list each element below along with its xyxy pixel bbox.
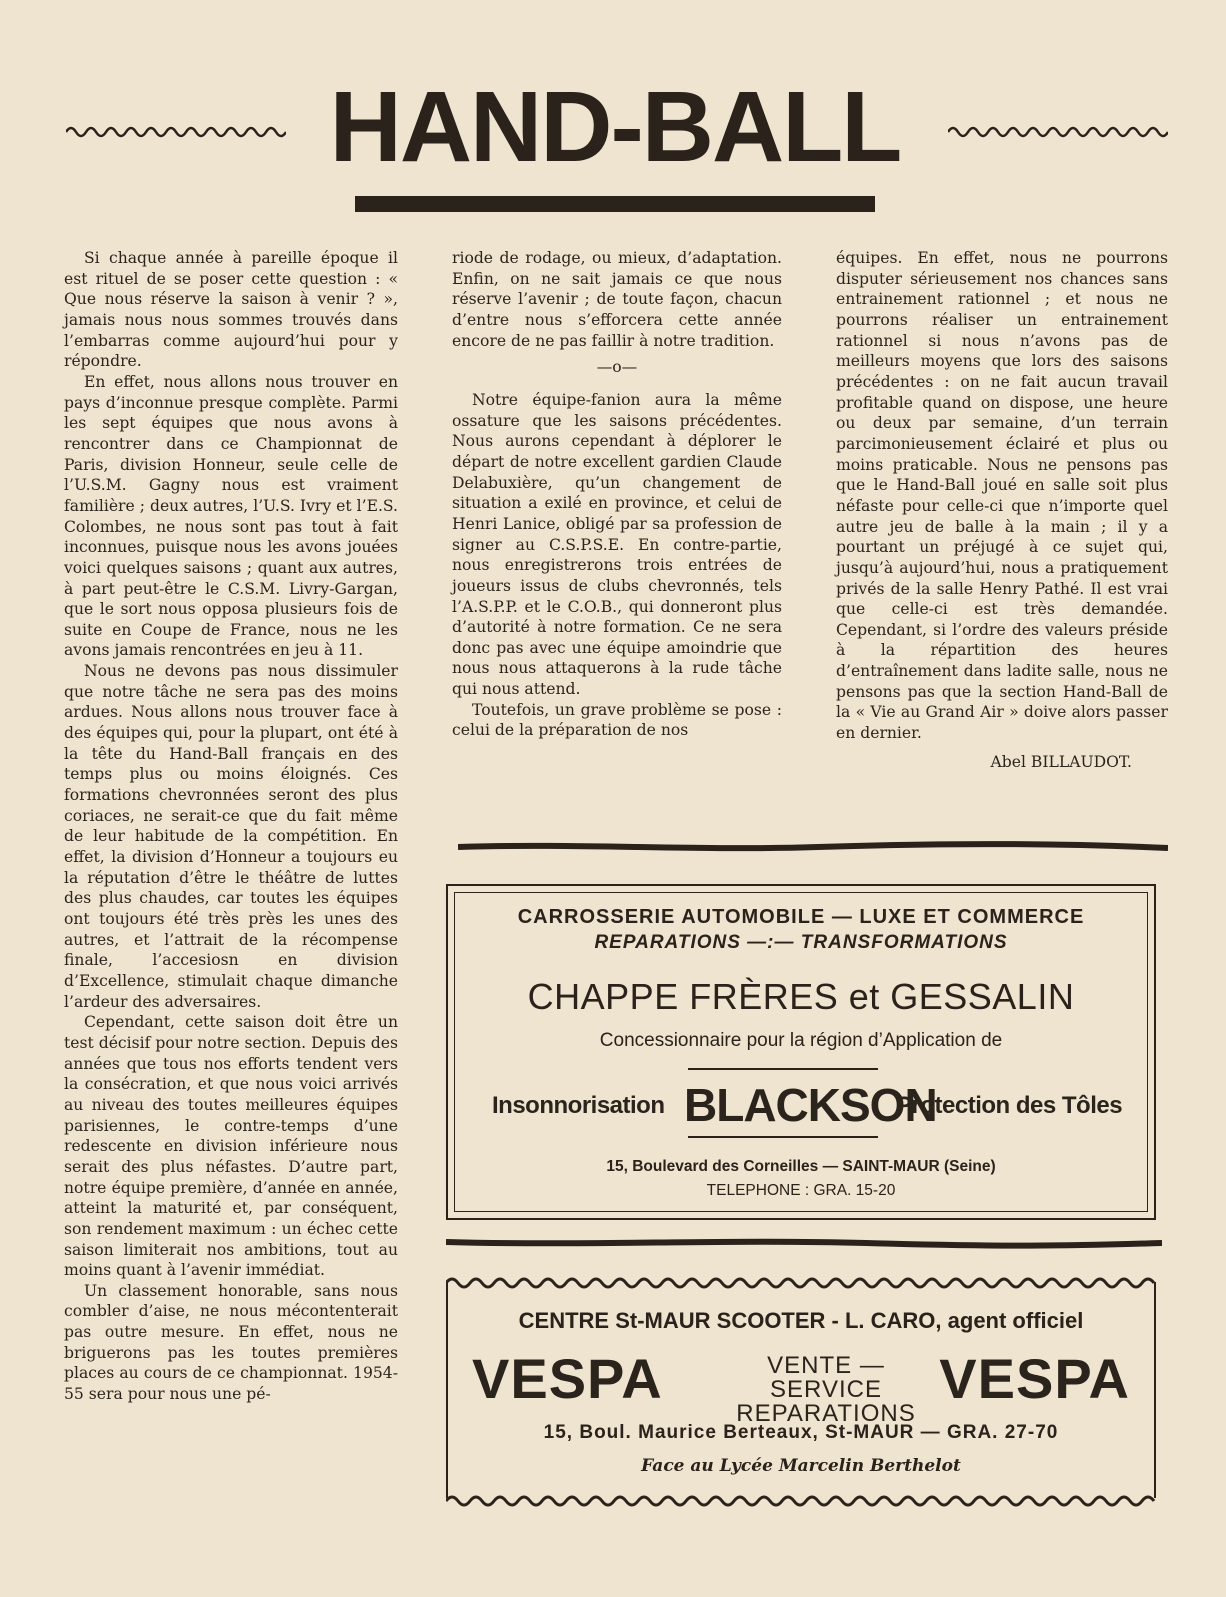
ad-vespa-row	[448, 1344, 1154, 1427]
paragraph: Toutefois, un grave problème se pose : celui de la préparation de nos	[452, 700, 782, 740]
advertisement-carrosserie	[446, 884, 1156, 1220]
title-underline	[355, 196, 875, 212]
ad-phone: TELEPHONE : GRA. 15-20	[706, 1182, 896, 1199]
page-title: HAND-BALL	[329, 71, 901, 183]
ad-heading: CARROSSERIE AUTOMOBILE — LUXE ET COMMERCE	[517, 906, 1085, 928]
paragraph: riode de rodage, ou mieux, d’adaptation. Enfin, on ne sait jamais ce que nous réserve l’avenir ; de toute façon, chacun d’entre nous s’efforcera cette année encore de ne pas faillir à notre tradition.	[452, 249, 782, 350]
article-column-2	[452, 248, 782, 741]
ad-brand-blackson: BLACKSON	[684, 1079, 937, 1131]
divider-rule	[458, 840, 1168, 854]
paragraph: équipes. En effet, nous ne pourrons disputer sérieusement nos chances sans entrainement rationnel ; et nous ne pourrons réaliser un entrainement rationnel si nous n’avons pas de meilleurs moyens que lors des saisons précédentes : on ne fait aucun travail profitable quand on dispose, une heure ou deux par semaine, d’un terrain parcimonieusement éclairé et plus ou moins praticable. Nous ne pensons pas que le Hand-Ball joué en salle soit plus néfaste pour celle-ci que n’importe quel autre jeu de balle à la main ; il y a pourtant un préjugé à ce sujet qui, jusqu’à aujourd’hui, nous a pratiquement privés de la salle Henry Pathé. Il est vrai que celle-ci est très demandée. Cependant, si l’ordre des valeurs préside à la répartition des heures d’entraînement dans ladite salle, nous ne pensons pas que la section Hand-Ball de la « Vie au Grand Air » doive alors passer en dernier.	[836, 249, 1168, 743]
ad-services-line1: VENTE — SERVICE	[767, 1352, 885, 1403]
ad-services-line2: REPARATIONS	[736, 1400, 916, 1427]
ad-concession: Concessionnaire pour la région d’Application de	[599, 1030, 1003, 1051]
section-separator: —o—	[596, 358, 638, 377]
ad-company-name: CHAPPE FRÈRES et GESSALIN	[527, 976, 1075, 1017]
divider-rule	[446, 1236, 1162, 1250]
advertisement-vespa	[446, 1282, 1156, 1498]
ad-brand-row	[448, 1078, 1154, 1131]
ad-protection: Protection des Tôles	[896, 1092, 1123, 1119]
article-column-3	[836, 248, 1168, 772]
paragraph: Cependant, cette saison doit être un test décisif pour notre section. Depuis des années que tous nos efforts tendent vers la consécration, et que nous voici arrivés au niveau des toutes meilleures équipes parisiennes, le contre-temps d’une redescente en division inférieure nous serait des plus néfastes. D’autre part, notre équipe première, d’année en année, atteint la maturité et, par conséquent, son rendement maximum : un échec cette saison limiterait nos ambitions, tout au moins quant à l’avenir immédiat.	[64, 1013, 399, 1280]
ad-rule-bottom	[688, 1136, 878, 1138]
paragraph: Si chaque année à pareille époque il est rituel de se poser cette question : « Que nous réserve la saison à venir ? », jamais nous nous sommes trouvés dans l’embarras comme aujourd’hui pour y répondre.	[64, 249, 398, 371]
ad-address: 15, Boul. Maurice Berteaux, St-MAUR — GRA. 27-70	[543, 1422, 1059, 1443]
paragraph: Un classement honorable, sans nous combler d’aise, ne nous mécontenterait pas outre mesure. En effet, nous ne briguerons pas les toutes premières places au cours de ce championnat. 1954-55 sera pour nous une pé-	[64, 1281, 398, 1404]
ad-rule-top	[688, 1068, 878, 1070]
paragraph: Notre équipe-fanion aura la même ossature que les saisons précédentes. Nous aurons cependant à déplorer le départ de notre excellent gardien Claude Delabuxière, qu’un changement de situation a exilé en province, et celui de Henri Lanice, obligé par sa profession de signer au C.S.P.S.E. En contre-partie, nous enregistrerons trois entrées de joueurs issus de clubs chevronnés, tels l’A.S.P.P. et le C.O.B., qui donneront plus d’autorité à notre formation. Ce ne sera donc pas avec une équipe amoindrie que nous nous attaquerons à la rude tâche qui nous attend.	[452, 390, 782, 699]
ad-services	[708, 1354, 944, 1426]
paragraph: Nous ne devons pas nous dissimuler que notre tâche ne sera pas des moins ardues. Nous allons nous trouver face à des équipes qui, pour la plupart, ont été à la tête du Hand-Ball français en des temps plus ou moins éloignés. Ces formations chevronnées seront des plus coriaces, ne serait-ce que du fait même de leur habitude de la compétition. En effet, la division d’Honneur a toujours eu la réputation d’être le théâtre de luttes des plus chaudes, car toutes les équipes ont toujours été très près les unes des autres, et l’attrait de la récompense finale, l’accesiosn en division d’Excellence, stimulait chaque dimanche l’ardeur des adversaires.	[64, 662, 398, 1011]
ad-dealer: CENTRE St-MAUR SCOOTER - L. CARO, agent officiel	[518, 1308, 1084, 1333]
decorative-wave-right	[948, 124, 1168, 140]
vespa-logo-right: VESPA	[939, 1347, 1130, 1410]
ad-address: 15, Boulevard des Corneilles — SAINT-MAUR (Seine)	[606, 1158, 996, 1175]
author-signature: Abel BILLAUDOT.	[990, 752, 1132, 771]
decorative-wave-left	[66, 124, 286, 140]
ad-services: REPARATIONS —:— TRANSFORMATIONS	[594, 932, 1008, 953]
vespa-logo-left: VESPA	[472, 1347, 663, 1410]
ad-insonnorisation: Insonnorisation	[492, 1092, 665, 1119]
paragraph: En effet, nous allons nous trouver en pays d’inconnue presque complète. Parmi les sept équipes que nous avons à rencontrer dans ce Championnat de Paris, division Honneur, seule celle de l’U.S.M. Gagny nous est vraiment familière ; deux autres, l’U.S. Ivry et l’E.S. Colombes, ne nous sont pas tout à fait inconnues, puisque nous les avons jouées voici quelques saisons ; quant aux autres, à part peut-être le C.S.M. Livry-Gargan, que le sort nous opposa plusieurs fois de suite en Coupe de France, nous ne les avons jamais rencontrées en jeu à 11.	[64, 372, 398, 660]
ad-border-bottom	[446, 1494, 1156, 1508]
article-column-1	[64, 248, 398, 1405]
ad-tagline: Face au Lycée Marcelin Berthelot	[641, 1456, 961, 1476]
